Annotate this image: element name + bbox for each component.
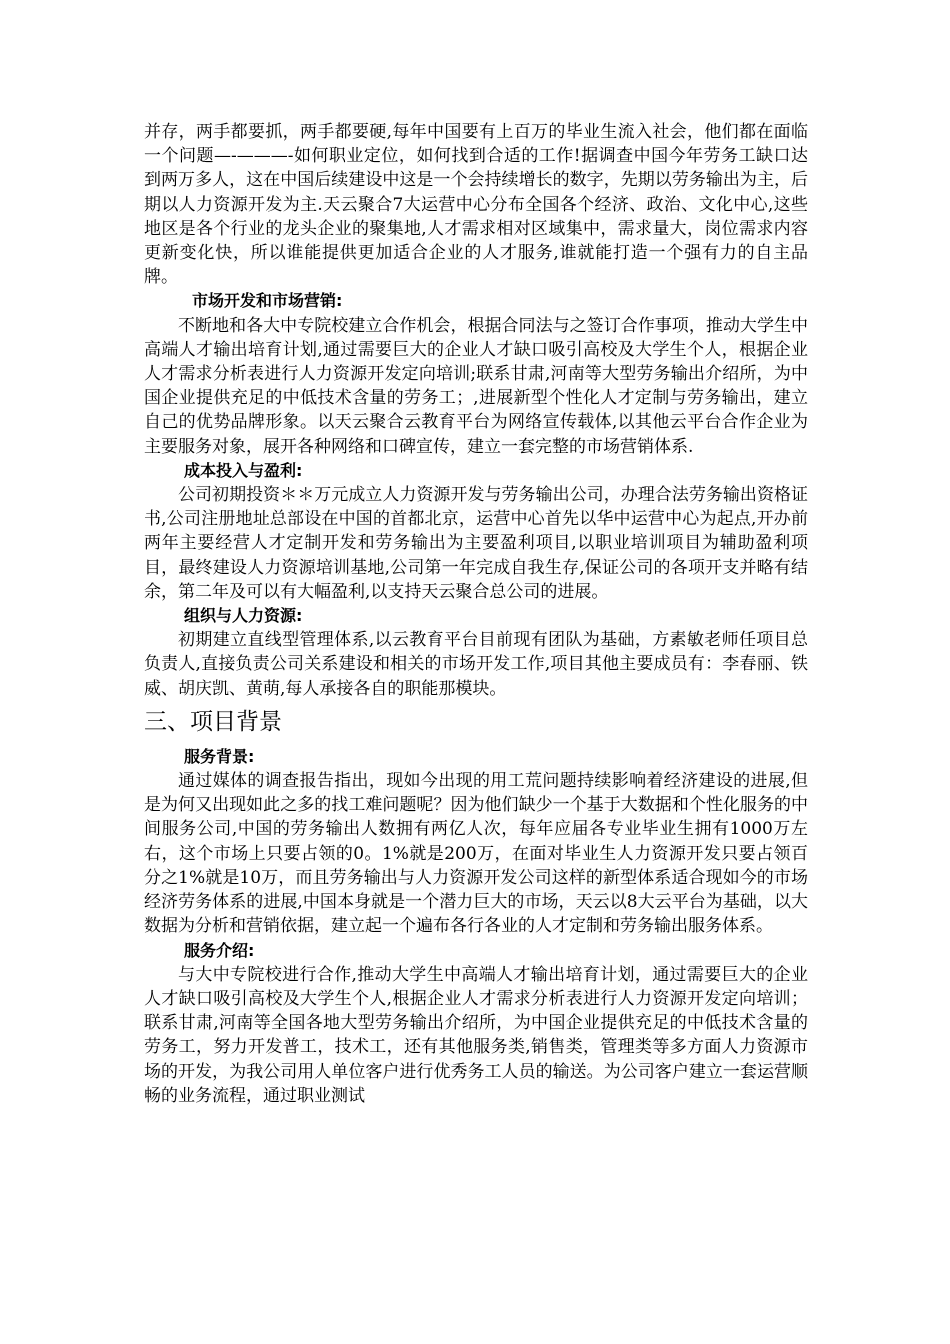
paragraph-continued-intro: 并存，两手都要抓，两手都要硬,每年中国要有上百万的毕业生流入社会，他们都在面临一个问题—-———-如何职业定位，如何找到合适的工作!据调查中国今年劳务工缺口达到两万多人，这在中国后续建设中这是一个会持续增长的数字，先期以劳务输出为主，后期以人力资源开发为主.天云聚合7大运营中心分布全国各个经济、政治、文化中心,这些地区是各个行业的龙头企业的聚集地,人才需求相对区域集中，需求量大，岗位需求内容更新变化快，所以谁能提供更加适合企业的人才服务,谁就能打造一个强有力的自主品牌。 xyxy=(144,122,808,288)
subheading-organization-hr: 组织与人力资源: xyxy=(184,606,303,626)
subheading-service-background: 服务背景: xyxy=(184,746,255,766)
document-body xyxy=(144,120,808,1108)
paragraph-market-development: 不断地和各大中专院校建立合作机会，根据合同法与之签订合作事项，推动大学生中高端人才输出培育计划,通过需要巨大的企业人才缺口吸引高校及大学生个人，根据企业人才需求分析表进行人力资源开发定向培训;联系甘肃,河南等大型劳务输出介绍所，为中国企业提供充足的中低技术含量的劳务工；,进展新型个性化人才定制与劳务输出，建立自己的优势品牌形象。以天云聚合云教育平台为网络宣传载体,以其他云平台合作企业为主要服务对象，展开各种网络和口碑宣传，建立一套完整的市场营销体系. xyxy=(144,315,808,457)
subheading-service-introduction: 服务介绍: xyxy=(184,940,255,960)
paragraph-service-introduction: 与大中专院校进行合作,推动大学生中高端人才输出培育计划，通过需要巨大的企业人才缺口吸引高校及大学生个人,根据企业人才需求分析表进行人力资源开发定向培训；联系甘肃,河南等全国各地大型劳务输出介绍所，为中国企业提供充足的中低技术含量的劳务工，努力开发普工，技术工，还有其他服务类,销售类，管理类等多方面人力资源市场的开发，为我公司用人单位客户进行优秀务工人员的输送。为公司客户建立一套运营顺畅的业务流程，通过职业测试 xyxy=(144,964,808,1106)
subheading-market-development: 市场开发和市场营销: xyxy=(192,291,343,311)
paragraph-cost-and-profit: 公司初期投资＊＊万元成立人力资源开发与劳务输出公司，办理合法劳务输出资格证书,公司注册地址总部设在中国的首都北京，运营中心首先以华中运营中心为起点,开办前两年主要经营人才定制开发和劳务输出为主要盈利项目,以职业培训项目为辅助盈利项目，最终建设人力资源培训基地,公司第一年完成自我生存,保证公司的各项开支并略有结余，第二年及可以有大幅盈利,以支持天云聚合总公司的进展。 xyxy=(144,485,808,602)
paragraph-organization-hr: 初期建立直线型管理体系,以云教育平台目前现有团队为基础，方素敏老师任项目总负责人,直接负责公司关系建设和相关的市场开发工作,项目其他主要成员有：李春丽、铁威、胡庆凯、黄萌,每人承接各自的职能那模块。 xyxy=(144,630,808,699)
subheading-cost-and-profit: 成本投入与盈利: xyxy=(184,460,303,480)
section-heading-project-background: 三、项目背景 xyxy=(144,708,282,735)
paragraph-service-background: 通过媒体的调查报告指出，现如今出现的用工荒问题持续影响着经济建设的进展,但是为何又出现如此之多的找工难问题呢？因为他们缺少一个基于大数据和个性化服务的中间服务公司,中国的劳务输出人数拥有两亿人次，每年应届各专业毕业生拥有1000万左右，这个市场上只要占领的0。1%就是200万，在面对毕业生人力资源开发只要占领百分之1%就是10万，而且劳务输出与人力资源开发公司这样的新型体系适合现如今的市场经济劳务体系的进展,中国本身就是一个潜力巨大的市场，天云以8大云平台为基础，以大数据为分析和营销依据，建立起一个遍布各行各业的人才定制和劳务输出服务体系。 xyxy=(144,771,808,937)
